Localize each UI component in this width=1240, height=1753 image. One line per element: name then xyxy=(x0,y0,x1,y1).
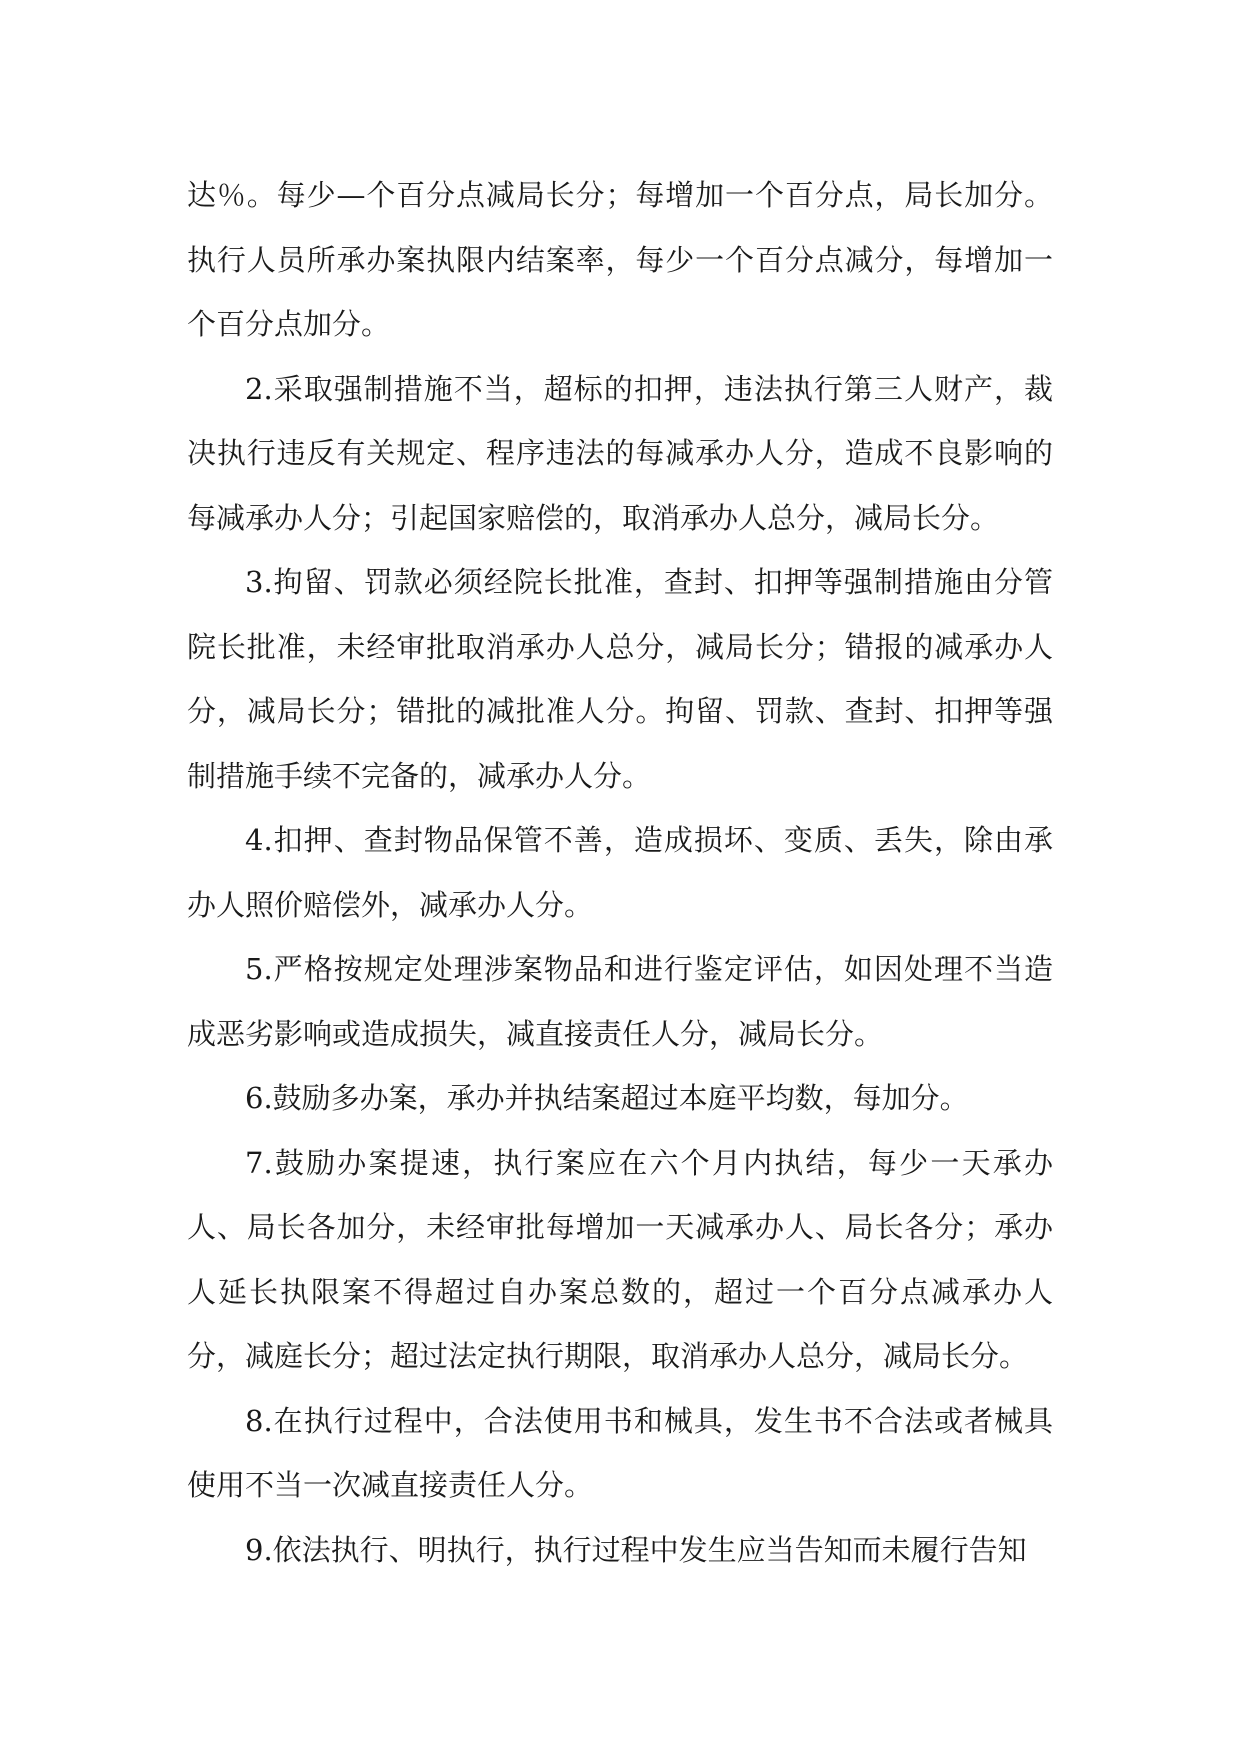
paragraph-continuation: 达％。每少—个百分点减局长分；每增加一个百分点，局长加分。执行人员所承办案执限内结案率，每少一个百分点减分，每增加一个百分点加分。 xyxy=(187,178,1053,341)
paragraph-item-4: 4.扣押、查封物品保管不善，造成损坏、变质、丢失，除由承办人照价赔偿外，减承办人分。 xyxy=(187,823,1053,922)
paragraph-item-3: 3.拘留、罚款必须经院长批准，查封、扣押等强制措施由分管院长批准，未经审批取消承办人总分，减局长分；错报的减承办人分，减局长分；错批的减批准人分。拘留、罚款、查封、扣押等强制措施手续不完备的，减承办人分。 xyxy=(187,565,1053,793)
paragraph-item-7: 7.鼓励办案提速，执行案应在六个月内执结，每少一天承办人、局长各加分，未经审批每增加一天减承办人、局长各分；承办人延长执限案不得超过自办案总数的，超过一个百分点减承办人分，减庭长分；超过法定执行期限，取消承办人总分，减局长分。 xyxy=(187,1145,1053,1373)
paragraph-item-5: 5.严格按规定处理涉案物品和进行鉴定评估，如因处理不当造成恶劣影响或造成损失，减直接责任人分，减局长分。 xyxy=(187,952,1053,1051)
paragraph-item-6: 6.鼓励多办案，承办并执结案超过本庭平均数，每加分。 xyxy=(245,1081,969,1115)
paragraph-item-9: 9.依法执行、明执行，执行过程中发生应当告知而未履行告知 xyxy=(245,1532,1027,1567)
paragraph-item-2: 2.采取强制措施不当，超标的扣押，违法执行第三人财产，裁决执行违反有关规定、程序违法的每减承办人分，造成不良影响的每减承办人分；引起国家赔偿的，取消承办人总分，减局长分。 xyxy=(187,371,1053,535)
paragraph-item-8: 8.在执行过程中，合法使用书和械具，发生书不合法或者械具使用不当一次减直接责任人分。 xyxy=(187,1403,1053,1502)
document-body xyxy=(187,163,1053,1582)
